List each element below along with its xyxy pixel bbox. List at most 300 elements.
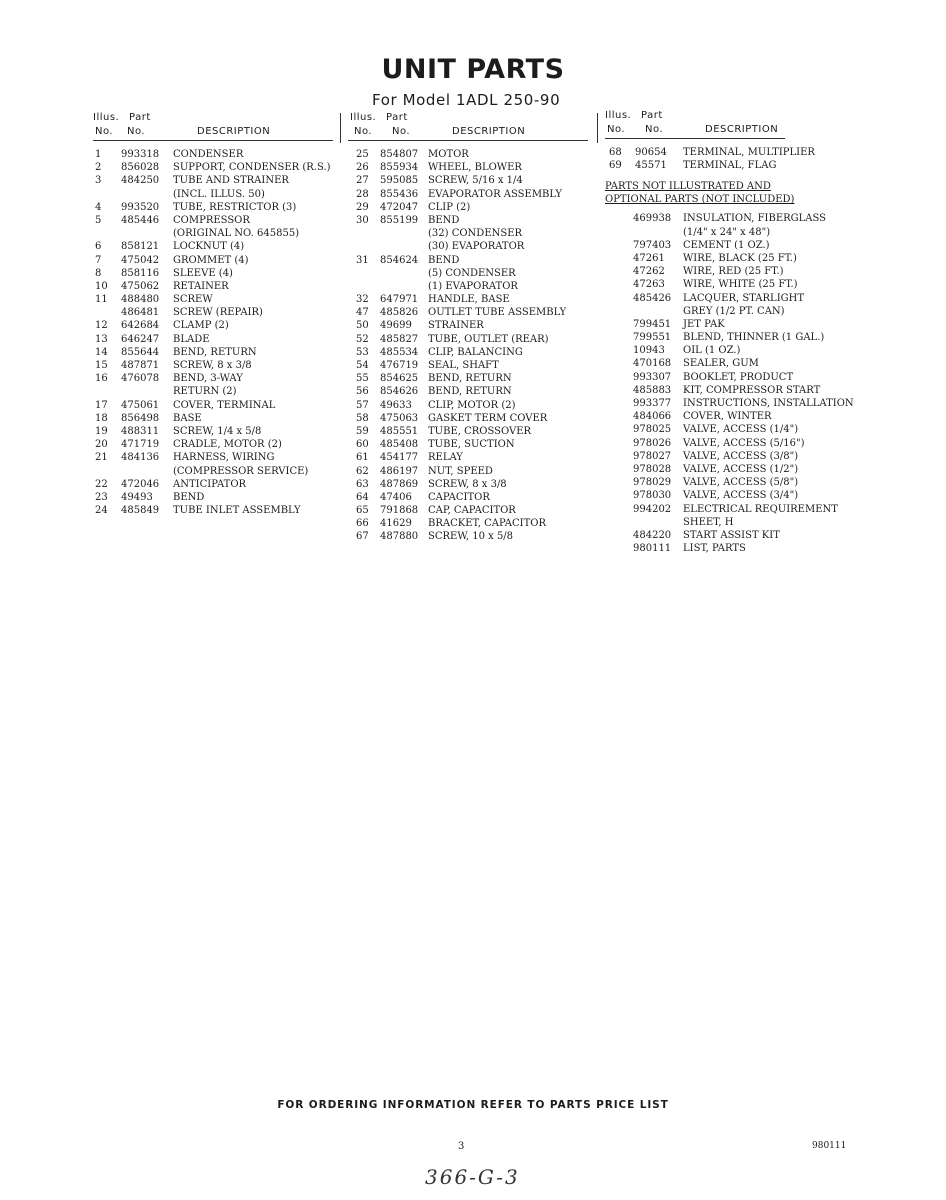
part-number: 797403 bbox=[633, 239, 672, 251]
table-row bbox=[605, 146, 860, 159]
illus-number: 7 bbox=[95, 254, 102, 266]
table-row bbox=[348, 451, 588, 464]
table-row bbox=[605, 542, 860, 555]
part-description: VALVE, ACCESS (5/8") bbox=[683, 477, 799, 489]
part-description: VALVE, ACCESS (3/8") bbox=[683, 450, 799, 462]
part-number: 595085 bbox=[380, 175, 419, 187]
table-row bbox=[348, 174, 588, 187]
table-row bbox=[348, 148, 588, 161]
illus-number: 23 bbox=[95, 491, 108, 503]
illus-number: 58 bbox=[356, 412, 369, 424]
part-description: WIRE, WHITE (25 FT.) bbox=[683, 279, 798, 291]
table-row bbox=[605, 423, 860, 436]
header-illus: Illus. bbox=[93, 112, 120, 123]
optional-parts-list bbox=[605, 212, 860, 555]
illus-number: 30 bbox=[356, 214, 369, 226]
part-description: INSTRUCTIONS, INSTALLATION bbox=[683, 398, 854, 409]
table-row bbox=[605, 489, 860, 502]
part-number: 488311 bbox=[121, 425, 160, 437]
part-number: 472047 bbox=[380, 201, 419, 213]
illus-number: 56 bbox=[356, 386, 369, 398]
table-row bbox=[605, 265, 860, 278]
part-description: GASKET TERM COVER bbox=[428, 412, 548, 424]
table-row-continuation bbox=[605, 516, 860, 529]
part-number: 475063 bbox=[380, 412, 419, 424]
part-number: 856028 bbox=[121, 162, 160, 174]
part-description-continued: (1/4" x 24" x 48") bbox=[683, 226, 771, 238]
part-description: SCREW, 5/16 x 1/4 bbox=[428, 175, 523, 187]
part-description: BLEND, THINNER (1 GAL.) bbox=[683, 332, 825, 344]
part-description: JET PAK bbox=[683, 318, 725, 330]
table-row bbox=[93, 214, 333, 227]
part-number: 485551 bbox=[380, 425, 419, 437]
part-number: 646247 bbox=[121, 333, 160, 345]
illus-number: 8 bbox=[95, 267, 102, 279]
part-description: SCREW, 8 x 3/8 bbox=[173, 360, 252, 371]
part-number: 45571 bbox=[635, 160, 667, 172]
table-row bbox=[348, 385, 588, 398]
part-description-continued: SHEET, H bbox=[683, 516, 734, 528]
table-row bbox=[348, 306, 588, 319]
table-row-continuation bbox=[348, 227, 588, 240]
table-row bbox=[348, 491, 588, 504]
table-row bbox=[93, 161, 333, 174]
illus-number: 1 bbox=[95, 149, 102, 160]
part-description-continued: (32) CONDENSER bbox=[428, 228, 523, 240]
table-row bbox=[348, 504, 588, 517]
page-title: UNIT PARTS bbox=[381, 54, 565, 85]
not-illustrated-heading bbox=[605, 180, 860, 206]
table-row bbox=[348, 372, 588, 385]
table-row bbox=[348, 333, 588, 346]
illus-number: 11 bbox=[95, 294, 108, 306]
table-row bbox=[348, 530, 588, 543]
table-row bbox=[605, 410, 860, 423]
part-description: SEAL, SHAFT bbox=[428, 360, 499, 371]
document-code: 980111 bbox=[812, 1141, 847, 1151]
table-row bbox=[605, 437, 860, 450]
table-row bbox=[93, 425, 333, 438]
part-number: 647971 bbox=[380, 294, 419, 306]
part-description: BEND, RETURN bbox=[173, 346, 257, 358]
part-description: VALVE, ACCESS (1/4") bbox=[683, 424, 799, 436]
header-part: Part bbox=[129, 112, 151, 123]
table-row bbox=[93, 504, 333, 517]
part-description: BEND bbox=[173, 491, 205, 503]
part-description: CRADLE, MOTOR (2) bbox=[173, 439, 282, 451]
part-description: WIRE, RED (25 FT.) bbox=[683, 266, 784, 278]
part-number: 484220 bbox=[633, 529, 672, 541]
illus-number: 3 bbox=[95, 175, 102, 187]
illus-number: 55 bbox=[356, 373, 369, 385]
part-number: 487871 bbox=[121, 360, 160, 371]
header-part: Part bbox=[386, 112, 408, 123]
table-row-continuation bbox=[605, 305, 860, 318]
illus-number: 17 bbox=[95, 399, 108, 411]
part-description: RETAINER bbox=[173, 280, 229, 292]
header-no: No. bbox=[354, 126, 373, 137]
part-number: 858121 bbox=[121, 241, 160, 253]
part-description-continued: GREY (1/2 PT. CAN) bbox=[683, 305, 785, 317]
table-row bbox=[348, 254, 588, 267]
table-row bbox=[93, 306, 333, 319]
part-description: HARNESS, WIRING bbox=[173, 452, 275, 464]
table-row-continuation bbox=[348, 267, 588, 280]
table-row-continuation bbox=[348, 280, 588, 293]
table-row bbox=[93, 399, 333, 412]
part-number: 855644 bbox=[121, 346, 160, 358]
part-description: TUBE INLET ASSEMBLY bbox=[173, 505, 301, 517]
part-description: CLIP, MOTOR (2) bbox=[428, 399, 516, 411]
table-row bbox=[93, 267, 333, 280]
header-description: DESCRIPTION bbox=[452, 126, 526, 137]
table-row bbox=[605, 384, 860, 397]
part-description: TERMINAL, MULTIPLIER bbox=[683, 147, 815, 158]
table-row bbox=[605, 357, 860, 370]
illus-number: 52 bbox=[356, 333, 369, 345]
illus-number: 64 bbox=[356, 491, 369, 503]
part-number: 49699 bbox=[380, 320, 412, 332]
header-rule bbox=[93, 140, 333, 141]
illus-number: 32 bbox=[356, 294, 369, 306]
part-number: 47261 bbox=[633, 252, 665, 264]
part-number: 475061 bbox=[121, 399, 160, 411]
part-description: CONDENSER bbox=[173, 149, 244, 160]
table-row bbox=[348, 161, 588, 174]
part-description-continued: (COMPRESSOR SERVICE) bbox=[173, 465, 309, 477]
part-description: COVER, WINTER bbox=[683, 411, 772, 423]
part-number: 855199 bbox=[380, 214, 419, 226]
illus-number: 66 bbox=[356, 518, 369, 530]
part-description-continued: (1) EVAPORATOR bbox=[428, 280, 518, 292]
part-number: 471719 bbox=[121, 439, 160, 451]
column-header bbox=[348, 111, 588, 141]
column-header bbox=[93, 111, 333, 141]
part-number: 799451 bbox=[633, 318, 672, 330]
table-row bbox=[348, 293, 588, 306]
part-number: 472046 bbox=[121, 478, 160, 490]
header-no: No. bbox=[95, 126, 114, 137]
part-number: 978029 bbox=[633, 477, 672, 489]
part-number: 487880 bbox=[380, 531, 419, 543]
illus-number: 50 bbox=[356, 320, 369, 332]
part-number: 469938 bbox=[633, 213, 672, 225]
part-description: BRACKET, CAPACITOR bbox=[428, 518, 546, 530]
table-row bbox=[93, 319, 333, 332]
illus-number: 69 bbox=[609, 160, 622, 172]
part-number: 799551 bbox=[633, 332, 672, 344]
header-description: DESCRIPTION bbox=[705, 124, 779, 135]
table-row bbox=[348, 201, 588, 214]
parts-column-2 bbox=[348, 111, 588, 544]
table-row bbox=[348, 465, 588, 478]
part-description-continued: (INCL. ILLUS. 50) bbox=[173, 188, 265, 200]
part-number: 475042 bbox=[121, 254, 160, 266]
illus-number: 4 bbox=[95, 201, 102, 213]
illus-number: 65 bbox=[356, 505, 369, 517]
part-number: 488480 bbox=[121, 294, 160, 306]
part-description: VALVE, ACCESS (1/2") bbox=[683, 463, 799, 475]
illus-number: 63 bbox=[356, 478, 369, 490]
table-row bbox=[348, 188, 588, 201]
part-number: 854624 bbox=[380, 254, 419, 266]
header-no: No. bbox=[127, 126, 146, 137]
illus-number: 24 bbox=[95, 505, 108, 517]
table-row bbox=[605, 252, 860, 265]
table-row bbox=[93, 240, 333, 253]
illus-number: 53 bbox=[356, 346, 369, 358]
illus-number: 15 bbox=[95, 360, 108, 371]
table-row bbox=[93, 280, 333, 293]
illus-number: 18 bbox=[95, 412, 108, 424]
part-description: START ASSIST KIT bbox=[683, 529, 780, 541]
part-description: MOTOR bbox=[428, 149, 469, 160]
table-row bbox=[605, 239, 860, 252]
part-number: 90654 bbox=[635, 147, 667, 158]
part-number: 980111 bbox=[633, 543, 672, 555]
header-no: No. bbox=[645, 124, 664, 135]
part-number: 978028 bbox=[633, 463, 672, 475]
part-description: TERMINAL, FLAG bbox=[683, 160, 777, 172]
part-number: 993318 bbox=[121, 149, 160, 160]
illus-number: 16 bbox=[95, 373, 108, 385]
part-description: ELECTRICAL REQUIREMENT bbox=[683, 503, 838, 515]
part-number: 854807 bbox=[380, 149, 419, 160]
part-description: KIT, COMPRESSOR START bbox=[683, 384, 821, 396]
part-description: TUBE, OUTLET (REAR) bbox=[428, 333, 549, 345]
part-number: 485426 bbox=[633, 292, 672, 304]
part-description: BEND bbox=[428, 214, 460, 226]
table-row bbox=[93, 201, 333, 214]
table-row bbox=[348, 517, 588, 530]
table-row bbox=[605, 450, 860, 463]
illus-number: 22 bbox=[95, 478, 108, 490]
part-number: 486481 bbox=[121, 307, 160, 319]
table-row bbox=[93, 451, 333, 464]
part-number: 993520 bbox=[121, 201, 160, 213]
table-row bbox=[93, 148, 333, 161]
part-description: COMPRESSOR bbox=[173, 214, 250, 226]
part-number: 49633 bbox=[380, 399, 412, 411]
illus-number: 21 bbox=[95, 452, 108, 464]
part-number: 856498 bbox=[121, 412, 160, 424]
part-number: 476719 bbox=[380, 360, 419, 371]
part-number: 485826 bbox=[380, 307, 419, 319]
table-row-continuation bbox=[93, 188, 333, 201]
table-row-continuation bbox=[93, 227, 333, 240]
header-illus: Illus. bbox=[605, 110, 632, 121]
header-illus: Illus. bbox=[350, 112, 377, 123]
part-description: NUT, SPEED bbox=[428, 465, 493, 477]
part-description: CEMENT (1 OZ.) bbox=[683, 239, 770, 251]
illus-number: 59 bbox=[356, 425, 369, 437]
header-rule bbox=[348, 140, 588, 141]
handwritten-note: 366-G-3 bbox=[425, 1165, 520, 1189]
parts-list bbox=[348, 148, 588, 544]
table-row bbox=[93, 412, 333, 425]
table-row bbox=[605, 292, 860, 305]
illus-number: 31 bbox=[356, 254, 369, 266]
part-number: 485883 bbox=[633, 384, 672, 396]
part-description: BEND, RETURN bbox=[428, 386, 512, 398]
illus-number: 10 bbox=[95, 280, 108, 292]
part-number: 978026 bbox=[633, 437, 672, 449]
table-row bbox=[348, 214, 588, 227]
part-number: 484250 bbox=[121, 175, 160, 187]
part-description: SCREW bbox=[173, 294, 213, 306]
part-number: 485408 bbox=[380, 439, 419, 451]
table-row bbox=[93, 438, 333, 451]
table-row-continuation bbox=[605, 226, 860, 239]
ordering-footer: FOR ORDERING INFORMATION REFER TO PARTS PRICE LIST bbox=[277, 1099, 669, 1111]
part-description: SCREW, 8 x 3/8 bbox=[428, 478, 507, 490]
part-description: HANDLE, BASE bbox=[428, 294, 510, 306]
illus-number: 14 bbox=[95, 346, 108, 358]
part-description: BEND, 3-WAY bbox=[173, 373, 243, 385]
illus-number: 54 bbox=[356, 360, 369, 371]
part-number: 10943 bbox=[633, 345, 665, 357]
illus-number: 20 bbox=[95, 439, 108, 451]
table-row bbox=[93, 359, 333, 372]
part-description: CLIP (2) bbox=[428, 201, 471, 213]
table-row bbox=[605, 344, 860, 357]
header-part: Part bbox=[641, 110, 663, 121]
header-no: No. bbox=[607, 124, 626, 135]
parts-column-1 bbox=[93, 111, 333, 517]
table-row bbox=[605, 371, 860, 384]
table-row bbox=[605, 397, 860, 410]
table-row bbox=[348, 478, 588, 491]
part-number: 47406 bbox=[380, 491, 412, 503]
table-row bbox=[605, 159, 860, 172]
part-number: 454177 bbox=[380, 452, 419, 464]
illus-number: 68 bbox=[609, 147, 622, 158]
table-row bbox=[93, 293, 333, 306]
part-number: 993307 bbox=[633, 371, 672, 383]
part-number: 475062 bbox=[121, 280, 160, 292]
table-row bbox=[93, 372, 333, 385]
part-number: 476078 bbox=[121, 373, 160, 385]
illus-number: 67 bbox=[356, 531, 369, 543]
illus-number: 2 bbox=[95, 162, 102, 174]
part-description: TUBE, CROSSOVER bbox=[428, 425, 532, 437]
part-description: WHEEL, BLOWER bbox=[428, 162, 522, 174]
part-description: TUBE, SUCTION bbox=[428, 439, 515, 451]
part-description-continued: (30) EVAPORATOR bbox=[428, 241, 525, 253]
part-description: BOOKLET, PRODUCT bbox=[683, 371, 794, 383]
part-description-continued: RETURN (2) bbox=[173, 386, 237, 398]
part-number: 993377 bbox=[633, 398, 672, 409]
illus-number: 29 bbox=[356, 201, 369, 213]
table-row bbox=[605, 318, 860, 331]
page-number: 3 bbox=[458, 1141, 465, 1152]
part-description: CLAMP (2) bbox=[173, 320, 229, 332]
illus-number: 26 bbox=[356, 162, 369, 174]
table-row bbox=[348, 412, 588, 425]
illus-number: 5 bbox=[95, 214, 102, 226]
part-number: 485827 bbox=[380, 333, 419, 345]
parts-list bbox=[93, 148, 333, 517]
part-description: ANTICIPATOR bbox=[173, 478, 247, 490]
part-description: EVAPORATOR ASSEMBLY bbox=[428, 188, 563, 200]
part-description: CAP, CAPACITOR bbox=[428, 505, 516, 517]
parts-list bbox=[605, 146, 860, 172]
illus-number: 47 bbox=[356, 307, 369, 319]
illus-number: 13 bbox=[95, 333, 108, 345]
table-row bbox=[348, 346, 588, 359]
table-row-continuation bbox=[93, 385, 333, 398]
part-number: 484066 bbox=[633, 411, 672, 423]
illus-number: 12 bbox=[95, 320, 108, 332]
table-row-continuation bbox=[348, 240, 588, 253]
part-number: 854626 bbox=[380, 386, 419, 398]
part-number: 978025 bbox=[633, 424, 672, 436]
illus-number: 62 bbox=[356, 465, 369, 477]
part-description: SLEEVE (4) bbox=[173, 267, 233, 279]
part-description: STRAINER bbox=[428, 320, 484, 332]
illus-number: 6 bbox=[95, 241, 102, 253]
header-description: DESCRIPTION bbox=[197, 126, 271, 137]
table-row bbox=[605, 278, 860, 291]
part-description: SCREW, 1/4 x 5/8 bbox=[173, 425, 262, 437]
part-number: 484136 bbox=[121, 452, 160, 464]
part-number: 485849 bbox=[121, 505, 160, 517]
table-row-continuation bbox=[93, 465, 333, 478]
table-row bbox=[605, 212, 860, 225]
part-description: OIL (1 OZ.) bbox=[683, 345, 741, 357]
table-row bbox=[605, 503, 860, 516]
table-row bbox=[605, 529, 860, 542]
part-description: VALVE, ACCESS (5/16") bbox=[683, 437, 805, 449]
part-number: 642684 bbox=[121, 320, 160, 332]
part-number: 855436 bbox=[380, 188, 419, 200]
parts-column-3 bbox=[605, 109, 860, 555]
illus-number: 57 bbox=[356, 399, 369, 411]
part-description: WIRE, BLACK (25 FT.) bbox=[683, 252, 797, 264]
part-number: 487869 bbox=[380, 478, 419, 490]
illus-number: 19 bbox=[95, 425, 108, 437]
part-description: SCREW, 10 x 5/8 bbox=[428, 531, 514, 543]
table-row bbox=[605, 476, 860, 489]
table-row bbox=[348, 425, 588, 438]
not-illustrated-line-1: PARTS NOT ILLUSTRATED AND bbox=[605, 181, 771, 193]
part-number: 41629 bbox=[380, 518, 412, 530]
part-description-continued: (5) CONDENSER bbox=[428, 267, 516, 279]
table-row bbox=[93, 174, 333, 187]
part-number: 858116 bbox=[121, 267, 160, 279]
illus-number: 60 bbox=[356, 439, 369, 451]
table-row bbox=[93, 333, 333, 346]
part-description: TUBE AND STRAINER bbox=[173, 175, 289, 187]
part-number: 978027 bbox=[633, 450, 672, 462]
part-description: BEND, RETURN bbox=[428, 373, 512, 385]
column-divider bbox=[340, 113, 341, 143]
illus-number: 27 bbox=[356, 175, 369, 187]
part-number: 49493 bbox=[121, 491, 153, 503]
table-row bbox=[348, 359, 588, 372]
part-description: BLADE bbox=[173, 333, 210, 345]
part-description: BEND bbox=[428, 254, 460, 266]
model-subtitle: For Model 1ADL 250-90 bbox=[372, 91, 561, 109]
table-row bbox=[93, 491, 333, 504]
illus-number: 25 bbox=[356, 149, 369, 160]
table-row bbox=[93, 478, 333, 491]
part-description: CLIP, BALANCING bbox=[428, 346, 523, 358]
part-description: SEALER, GUM bbox=[683, 358, 759, 370]
table-row bbox=[605, 331, 860, 344]
column-header bbox=[605, 109, 860, 139]
part-description: RELAY bbox=[428, 452, 463, 464]
